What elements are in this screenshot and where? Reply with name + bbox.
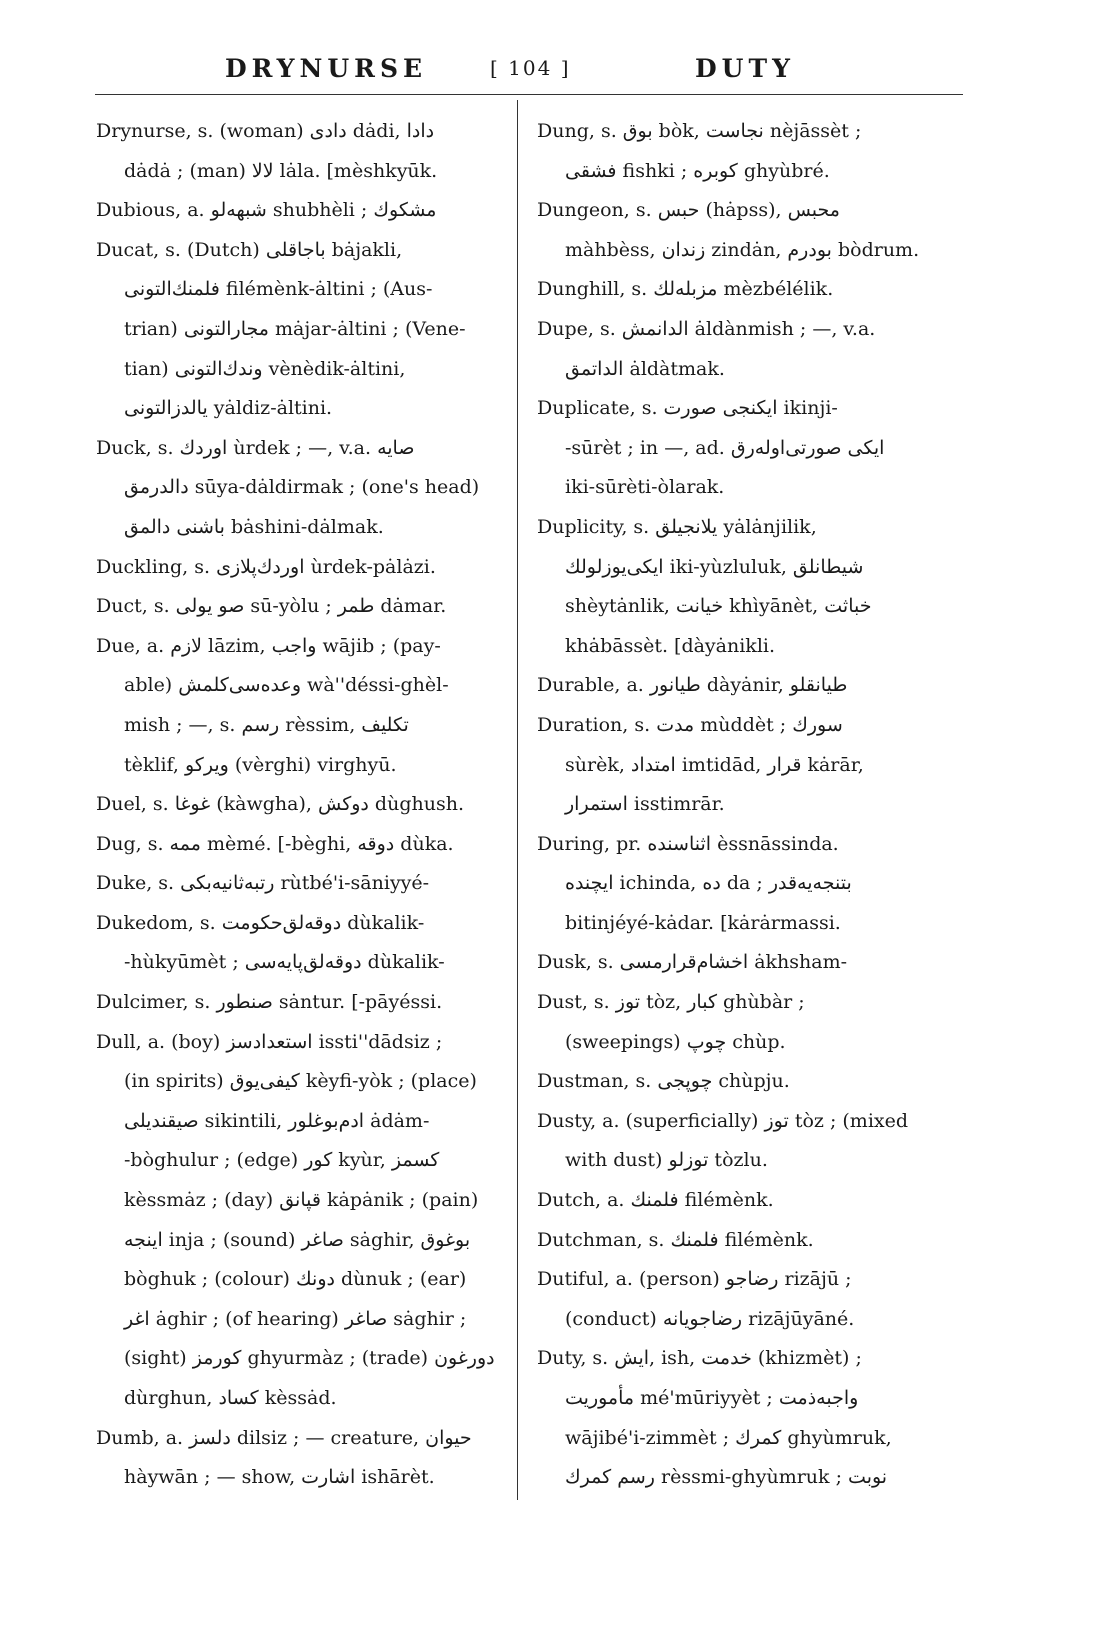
dictionary-line: الداتمق ȧldàtmak. [565,357,725,380]
dictionary-line: فشقی fishki ; كوبره ghyùbré. [565,159,830,182]
page-header [95,50,963,86]
dictionary-line: (conduct) رضاجویانه rizājūyāné. [565,1307,855,1330]
dictionary-line: Dug, s. ممه mèmé. [-bèghi, دوقه dùka. [96,832,454,855]
column-divider [517,100,518,1500]
dictionary-line: Dull, a. (boy) استعدادسز issti''dādsiz ; [96,1030,443,1053]
dictionary-line: Due, a. لازم lāzim, واجب wājib ; (pay- [96,634,441,657]
dictionary-line: màhbèss, زندان zindȧn, بودرم bòdrum. [565,238,920,261]
dictionary-line: During, pr. اثناسنده èssnāssinda. [537,832,839,855]
dictionary-line: Dupe, s. الدانمش ȧldànmish ; —, v.a. [537,317,876,340]
dictionary-line: Dumb, a. دلسز dilsiz ; — creature, حیوان [96,1426,472,1449]
dictionary-line: khȧbāssèt. [dàyȧnikli. [565,634,776,657]
dictionary-line: shèytȧnlik, خیانت khìyānèt, خباثت [565,595,872,618]
dictionary-line: استمرار isstimrār. [565,793,725,816]
dictionary-line: (in spirits) کیفی‌یوق kèyfi-yòk ; (place) [124,1070,477,1093]
dictionary-line: Dusty, a. (superficially) توز tòz ; (mixed [537,1109,909,1132]
dictionary-line: Duckling, s. اوردك‌پلازی ùrdek-pȧlȧzi. [96,555,436,578]
dictionary-line: tèklif, ویركو (vèrghi) virghyū. [124,753,397,776]
dictionary-line: trian) مجارالتونی mȧjar-ȧltini ; (Vene- [124,317,466,340]
dictionary-line: (sight) کورمز ghyurmàz ; (trade) دورغون [124,1347,495,1370]
dictionary-line: Dungeon, s. حبس (hȧpss), محبس [537,199,840,222]
dictionary-line: bitinjéyé-kȧdar. [kȧrȧrmassi. [565,911,841,934]
left-column [96,112,508,1498]
dictionary-line: hàywān ; — show, اشارت ishārèt. [124,1466,435,1489]
dictionary-line: bòghuk ; (colour) دونك dùnuk ; (ear) [124,1268,467,1291]
dictionary-line: Dutiful, a. (person) رضاجو rizājū ; [537,1268,852,1291]
dictionary-line: (sweepings) چوپ chùp. [565,1030,786,1053]
dictionary-line: مأموریت mé'mūriyyèt ; واجبه‌ذمت [565,1387,859,1409]
dictionary-line: Dubious, a. شبهه‌لو shubhèli ; مشکوك [96,199,437,222]
dictionary-line: Durable, a. طیانور dàyȧnir, طیانقلو [537,674,848,697]
dictionary-line: sùrèk, امتداد imtidād, قرار kȧrār, [565,753,864,776]
dictionary-line: Drynurse, s. (woman) دادی dȧdi, دادا [96,120,435,142]
header-rule [95,94,963,95]
header-page-number: [ 104 ] [490,56,571,80]
dictionary-line: دالدرمق sūya-dȧldirmak ; (one's head) [124,476,480,499]
dictionary-line: صیقندیلی sikintili, ادم‌بوغلور ȧdȧm- [124,1109,430,1132]
dictionary-line: باشنی دالمق bȧshini-dȧlmak. [124,515,384,538]
dictionary-line: Duel, s. غوغا (kàwgha), دوکش dùghush. [96,793,464,816]
dictionary-line: Dutch, a. فلمنك filémènk. [537,1189,774,1212]
dictionary-line: Dunghill, s. مزبله‌لك mèzbélélik. [537,278,834,301]
dictionary-line: Dustman, s. چوپجی chùpju. [537,1070,790,1093]
dictionary-line: Dusk, s. اخشام‌قرارمسی ȧkhsham- [537,951,848,974]
dictionary-line: Dutchman, s. فلمنك filémènk. [537,1228,814,1251]
dictionary-line: Dulcimer, s. صنطور sȧntur. [-pāyéssi. [96,991,443,1014]
dictionary-line: Duplicate, s. ایكنجی صورت ikinji- [537,397,838,420]
dictionary-line: dȧdȧ ; (man) لالا lȧla. [mèshkyūk. [124,159,438,182]
dictionary-line: kèssmȧz ; (day) قپانق kȧpȧnik ; (pain) [124,1189,479,1212]
header-left-guide-word: DRYNURSE [225,54,428,83]
dictionary-line: iki-sūrèti-òlarak. [565,476,725,499]
dictionary-line: Duke, s. رتبه‌ثانیه‌بكی rùtbé'i-sāniyyé- [96,872,430,895]
dictionary-line: Dust, s. توز tòz, كبار ghùbàr ; [537,991,805,1014]
dictionary-line: -sūrèt ; in —, ad. ایكی صورتی‌اوله‌رق [565,436,885,459]
dictionary-line: -bòghulur ; (edge) کور kyùr, کسمز [124,1149,440,1172]
dictionary-line: dùrghun, کساد kèssȧd. [124,1387,337,1409]
header-right-guide-word: DUTY [695,54,795,83]
dictionary-line: اینجه inja ; (sound) صاغر sȧghir, بوغوق [124,1228,471,1251]
dictionary-line: اغر ȧghir ; (of hearing) صاغر sȧghir ; [124,1307,467,1330]
dictionary-line: ایچنده ichinda, ده da ; بتنجه‌یه‌قدر [565,872,852,895]
dictionary-line: Duration, s. مدت mùddèt ; سورك [537,713,843,736]
dictionary-line: ایكی‌یوزلولك iki-yùzluluk, شیطانلق [565,555,864,578]
dictionary-line: Duplicity, s. یلانجیلق yȧlȧnjilik, [537,515,817,538]
dictionary-line: Ducat, s. (Dutch) باجاقلی bȧjakli, [96,238,403,261]
dictionary-line: wājibé'i-zimmèt ; كمرك ghyùmruk, [565,1426,892,1449]
dictionary-line: Dukedom, s. دوقه‌لق‌حكومت dùkalik- [96,911,425,934]
dictionary-line: یالدزالتونی yȧldiz-ȧltini. [124,397,333,420]
dictionary-line: Duty, s. ایش, ish, خدمت (khizmèt) ; [537,1347,862,1370]
dictionary-line: Duct, s. صو یولی sū-yòlu ; طمر dȧmar. [96,595,447,618]
dictionary-line: -hùkyūmèt ; دوقه‌لق‌پایه‌سی dùkalik- [124,951,445,974]
dictionary-line: able) وعده‌سی‌کلمش wà''déssi-ghèl- [124,674,449,697]
dictionary-line: Duck, s. اوردك ùrdek ; —, v.a. صایه [96,436,415,459]
right-column [537,112,949,1498]
dictionary-line: فلمنك‌التونی filémènk-ȧltini ; (Aus- [124,278,433,301]
dictionary-line: mish ; —, s. رسم rèssim, تكلیف [124,713,409,736]
dictionary-line: with dust) توزلو tòzlu. [565,1149,768,1172]
dictionary-line: رسم كمرك rèssmi-ghyùmruk ; نوبت [565,1466,888,1489]
dictionary-line: Dung, s. بوق bòk, نجاست nèjāssèt ; [537,120,862,142]
dictionary-line: tian) وندك‌التونی vènèdik-ȧltini, [124,357,406,380]
